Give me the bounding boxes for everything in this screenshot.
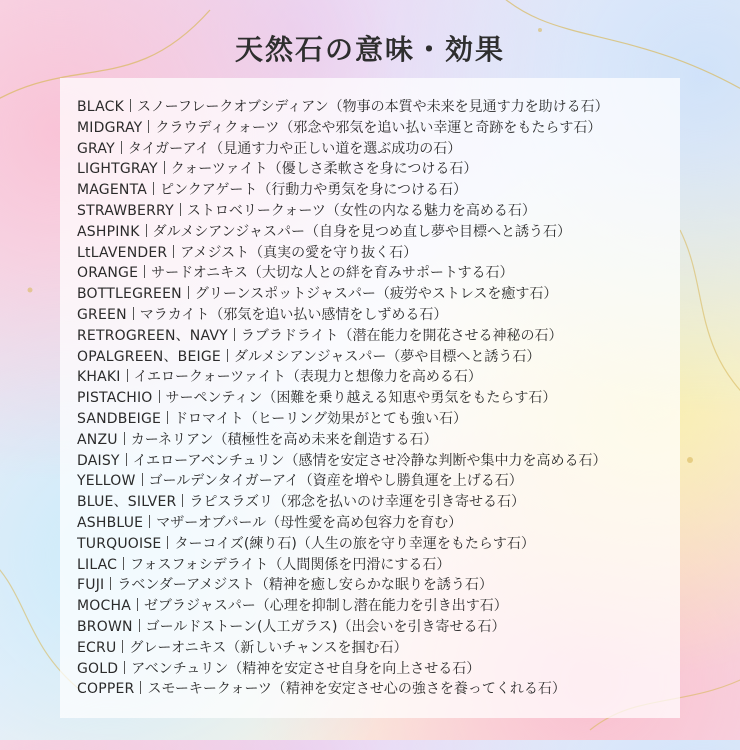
separator <box>110 577 111 590</box>
list-item <box>77 305 677 326</box>
list-item <box>77 222 677 243</box>
separator <box>121 141 122 154</box>
color-name: MAGENTA <box>77 182 148 199</box>
color-name: ECRU <box>77 639 117 656</box>
separator <box>126 453 127 466</box>
color-name: YELLOW <box>77 473 136 490</box>
separator <box>180 203 181 216</box>
separator <box>234 328 235 341</box>
separator <box>182 494 183 507</box>
list-item <box>77 451 677 472</box>
color-name: ASHPINK <box>77 223 140 240</box>
list-item <box>77 388 677 409</box>
separator <box>188 286 189 299</box>
list-item <box>77 534 677 555</box>
separator <box>167 536 168 549</box>
separator <box>122 640 123 653</box>
stone-description: ラブラドライト（潜在能力を開花させる神秘の石） <box>240 327 563 344</box>
list-item <box>77 180 677 201</box>
stone-description: ラピスラズリ（邪念を払いのけ幸運を引き寄せる石） <box>189 494 526 511</box>
color-name: GOLD <box>77 660 119 677</box>
stone-description: アメジスト（真実の愛を守り抜く石） <box>180 244 418 261</box>
color-name: TURQUOISE <box>77 535 162 552</box>
separator <box>148 120 149 133</box>
color-name: BROWN <box>77 618 133 635</box>
separator <box>146 224 147 237</box>
color-name: FUJI <box>77 577 105 594</box>
separator <box>153 182 154 195</box>
color-name: LIGHTGRAY <box>77 161 158 178</box>
color-name: LILAC <box>77 556 118 573</box>
stone-description: クラウディクォーツ（邪念や邪気を追い払い幸運と奇跡をもたらす石） <box>155 119 602 136</box>
separator <box>173 245 174 258</box>
color-name: OPALGREEN、BEIGE <box>77 348 221 365</box>
list-item <box>77 284 677 305</box>
color-name: ANZU <box>77 431 118 448</box>
stone-description: イエローアベンチュリン（感情を安定させ冷静な判断や集中力を高める石） <box>132 452 607 469</box>
stone-description: ストロベリークォーツ（女性の内なる魅力を高める石） <box>186 202 536 219</box>
list-item <box>77 471 677 492</box>
separator <box>123 557 124 570</box>
color-name: PISTACHIO <box>77 390 153 407</box>
separator <box>139 619 140 632</box>
separator <box>164 161 165 174</box>
stone-description: アベンチュリン（精神を安定させ自身を向上させる石） <box>131 660 481 677</box>
list-item <box>77 367 677 388</box>
page-title: 天然石の意味・効果 <box>234 33 505 66</box>
color-name: GRAY <box>77 140 115 157</box>
stone-description: ピンクアゲート（行動力や勇気を身につける石） <box>160 182 468 199</box>
stone-description: グリーンスポットジャスパー（疲労やストレスを癒す石） <box>194 286 558 303</box>
stone-description: ターコイズ(練り石)（人生の旅を守り幸運をもたらす石） <box>174 535 535 552</box>
stone-description: スモーキークォーツ（精神を安定させ心の強さを養ってくれる石） <box>147 681 566 698</box>
separator <box>149 515 150 528</box>
color-name: KHAKI <box>77 369 121 386</box>
stone-description: サーペンティン（困難を乗り越える知恵や勇気をもたらす石） <box>165 390 557 407</box>
list-item <box>77 638 677 659</box>
separator <box>142 473 143 486</box>
list-item <box>77 326 677 347</box>
list-item <box>77 263 677 284</box>
list-item <box>77 513 677 534</box>
stone-description: ドロマイト（ヒーリング効果がとても強い石） <box>174 410 467 427</box>
separator <box>167 411 168 424</box>
separator <box>130 99 131 112</box>
stone-description: グレーオニキス（新しいチャンスを掴む石） <box>129 639 408 656</box>
list-item <box>77 430 677 451</box>
list-item <box>77 555 677 576</box>
stone-description: マザーオブパール（母性愛を高め包容力を育む） <box>156 514 463 531</box>
stone-description: フォスフォシデライト（人間関係を円滑にする石） <box>130 556 451 573</box>
separator <box>133 307 134 320</box>
stone-description: ゴールデンタイガーアイ（資産を増やし勝負運を上げる石） <box>148 473 523 490</box>
list-item <box>77 492 677 513</box>
color-name: COPPER <box>77 681 135 698</box>
stone-description: マラカイト（邪気を追い払い感情をしずめる石） <box>139 306 448 323</box>
color-name: BLUE、SILVER <box>77 494 177 511</box>
color-name: MIDGRAY <box>77 119 143 136</box>
stone-description: サードオニキス（大切な人との絆を育みサポートする石） <box>151 265 514 282</box>
color-name: BOTTLEGREEN <box>77 286 182 303</box>
color-name: SANDBEIGE <box>77 410 162 427</box>
color-name: MOCHA <box>77 598 131 615</box>
separator <box>124 432 125 445</box>
stone-description: ラベンダーアメジスト（精神を癒し安らかな眠りを誘う石） <box>117 577 493 594</box>
stone-description: タイガーアイ（見通す力や正しい道を選ぶ成功の石） <box>127 140 462 157</box>
stone-description: ダルメシアンジャスパー（夢や目標へと誘う石） <box>233 348 541 365</box>
list-item <box>77 575 677 596</box>
list-item <box>77 617 677 638</box>
list-item <box>77 97 677 118</box>
stone-description: クォーツァイト（優しさ柔軟さを身につける石） <box>170 161 478 178</box>
stone-description: カーネリアン（積極性を高め未来を創造する石） <box>130 431 438 448</box>
color-name: RETROGREEN、NAVY <box>77 327 228 344</box>
color-name: ASHBLUE <box>77 514 144 531</box>
stone-description: スノーフレークオブシディアン（物事の本質や未来を見通す力を助ける石） <box>137 99 609 115</box>
color-name: ORANGE <box>77 265 139 282</box>
color-name: LtLAVENDER <box>77 244 168 261</box>
list-item <box>77 243 677 264</box>
list-item <box>77 679 677 700</box>
list-item <box>77 347 677 368</box>
list-item <box>77 118 677 139</box>
list-item <box>77 139 677 160</box>
separator <box>227 349 228 362</box>
color-name: BLACK <box>77 99 125 115</box>
separator <box>124 661 125 674</box>
separator <box>127 369 128 382</box>
separator <box>137 598 138 611</box>
color-name: STRAWBERRY <box>77 202 174 219</box>
stone-description: イエロークォーツァイト（表現力と想像力を高める石） <box>133 369 482 386</box>
stone-description: ゼブラジャスパー（心理を抑制し潜在能力を引き出す石） <box>143 598 508 615</box>
stone-description: ゴールドストーン(人工ガラス)（出会いを引き寄せる石） <box>145 618 506 635</box>
list-item <box>77 659 677 680</box>
list-item <box>77 596 677 617</box>
list-item <box>77 159 677 180</box>
stone-description: ダルメシアンジャスパー（自身を見つめ直し夢や目標へと誘う石） <box>152 223 572 240</box>
separator <box>159 390 160 403</box>
list-item <box>77 201 677 222</box>
separator <box>140 681 141 694</box>
color-name: GREEN <box>77 306 127 323</box>
separator <box>144 265 145 278</box>
color-name: DAISY <box>77 452 120 469</box>
list-item <box>77 409 677 430</box>
stone-list <box>77 97 677 700</box>
